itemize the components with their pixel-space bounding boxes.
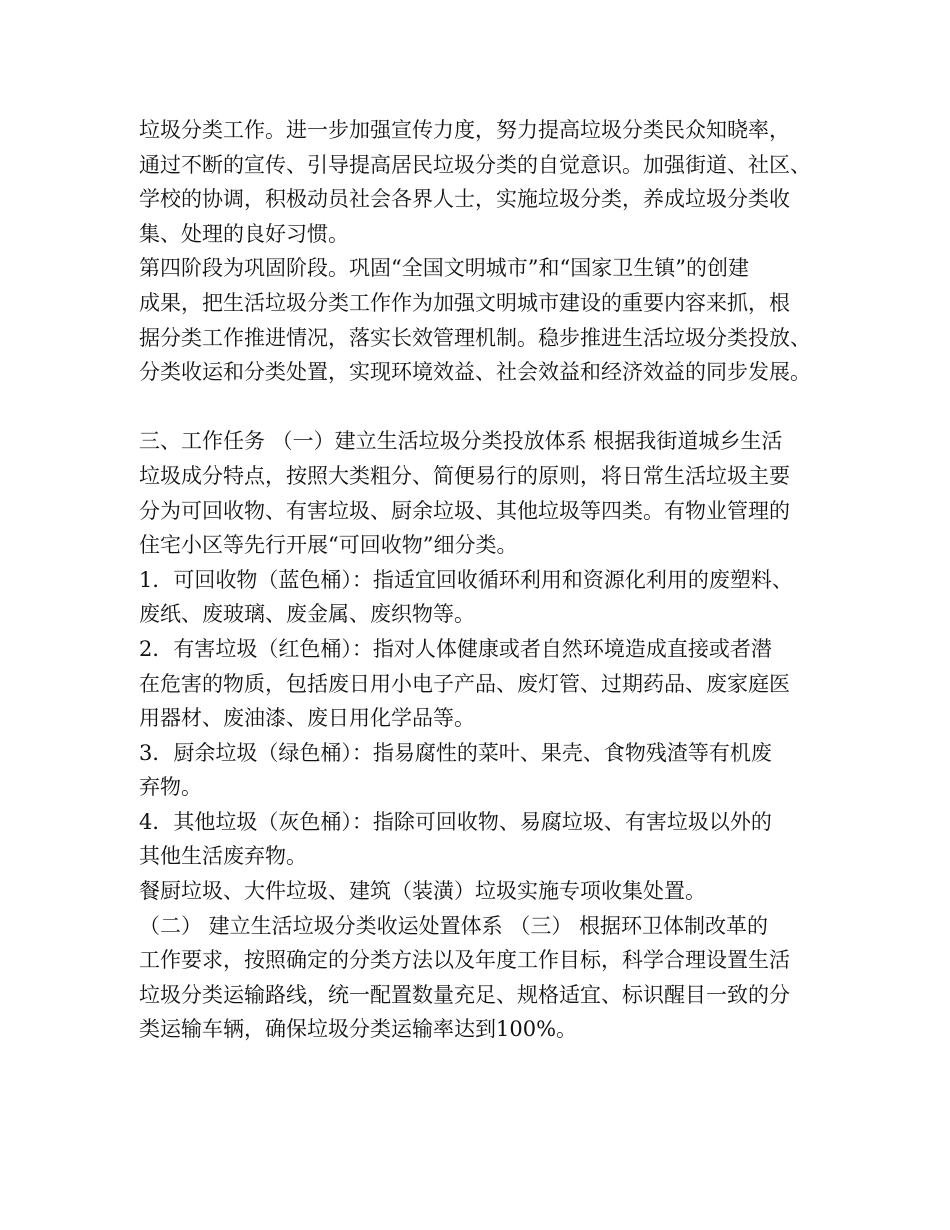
list-item-other: 4．其他垃圾（灰色桶）：指除可回收物、易腐垃圾、有害垃圾以外的 (139, 809, 772, 834)
text-line: 垃圾分类工作。进一步加强宣传力度，努力提高垃圾分类民众知晓率， (139, 118, 790, 142)
text-line: 分类收运和分类处置，实现环境效益、社会效益和经济效益的同步发展。 (139, 360, 811, 385)
section-heading-line: 三、工作任务 （一）建立生活垃圾分类投放体系 根据我街道城乡生活 (139, 429, 783, 454)
text-line: 集、处理的良好习惯。 (139, 221, 349, 246)
document-body (139, 113, 839, 1047)
text-line: 类运输车辆，确保垃圾分类运输率达到100%。 (139, 1017, 578, 1042)
paragraph-gap (139, 390, 839, 425)
text-line: 第四阶段为巩固阶段。巩固“全国文明城市”和“国家卫生镇”的创建 (139, 256, 749, 281)
text-line: 据分类工作推进情况，落实长效管理机制。稳步推进生活垃圾分类投放、 (139, 325, 811, 350)
text-line: 住宅小区等先行开展“可回收物”细分类。 (139, 533, 518, 558)
text-line: 垃圾分类运输路线，统一配置数量充足、规格适宜、标识醒目一致的分 (139, 982, 790, 1007)
text-line: 成果，把生活垃圾分类工作作为加强文明城市建设的重要内容来抓，根 (139, 290, 790, 315)
text-line: 餐厨垃圾、大件垃圾、建筑（装潢）垃圾实施专项收集处置。 (139, 879, 706, 904)
text-line: 学校的协调，积极动员社会各界人士，实施垃圾分类，养成垃圾分类收 (139, 187, 790, 212)
list-item-kitchen: 3．厨余垃圾（绿色桶）：指易腐性的菜叶、果壳、食物残渣等有机废 (139, 740, 772, 765)
text-line: 通过不断的宣传、引导提高居民垃圾分类的自觉意识。加强街道、社区、 (139, 152, 811, 177)
list-item-hazardous: 2．有害垃圾（红色桶）：指对人体健康或者自然环境造成直接或者潜 (139, 636, 772, 661)
text-line: 垃圾成分特点，按照大类粗分、简便易行的原则，将日常生活垃圾主要 (139, 463, 790, 488)
text-line: 用器材、废油漆、废日用化学品等。 (139, 706, 475, 731)
list-item-recyclable: 1．可回收物（蓝色桶）：指适宜回收循环利用和资源化利用的废塑料、 (139, 567, 793, 592)
text-line: 其他生活废弃物。 (139, 844, 307, 869)
text-line: 分为可回收物、有害垃圾、厨余垃圾、其他垃圾等四类。有物业管理的 (139, 498, 790, 523)
text-line: 废纸、废玻璃、废金属、废织物等。 (139, 602, 475, 627)
text-line: 工作要求，按照确定的分类方法以及年度工作目标，科学合理设置生活 (139, 948, 790, 973)
text-line: 在危害的物质，包括废日用小电子产品、废灯管、过期药品、废家庭医 (139, 671, 790, 696)
text-line: 弃物。 (139, 775, 202, 800)
subsection-line: （二） 建立生活垃圾分类收运处置体系 （三） 根据环卫体制改革的 (139, 913, 769, 938)
